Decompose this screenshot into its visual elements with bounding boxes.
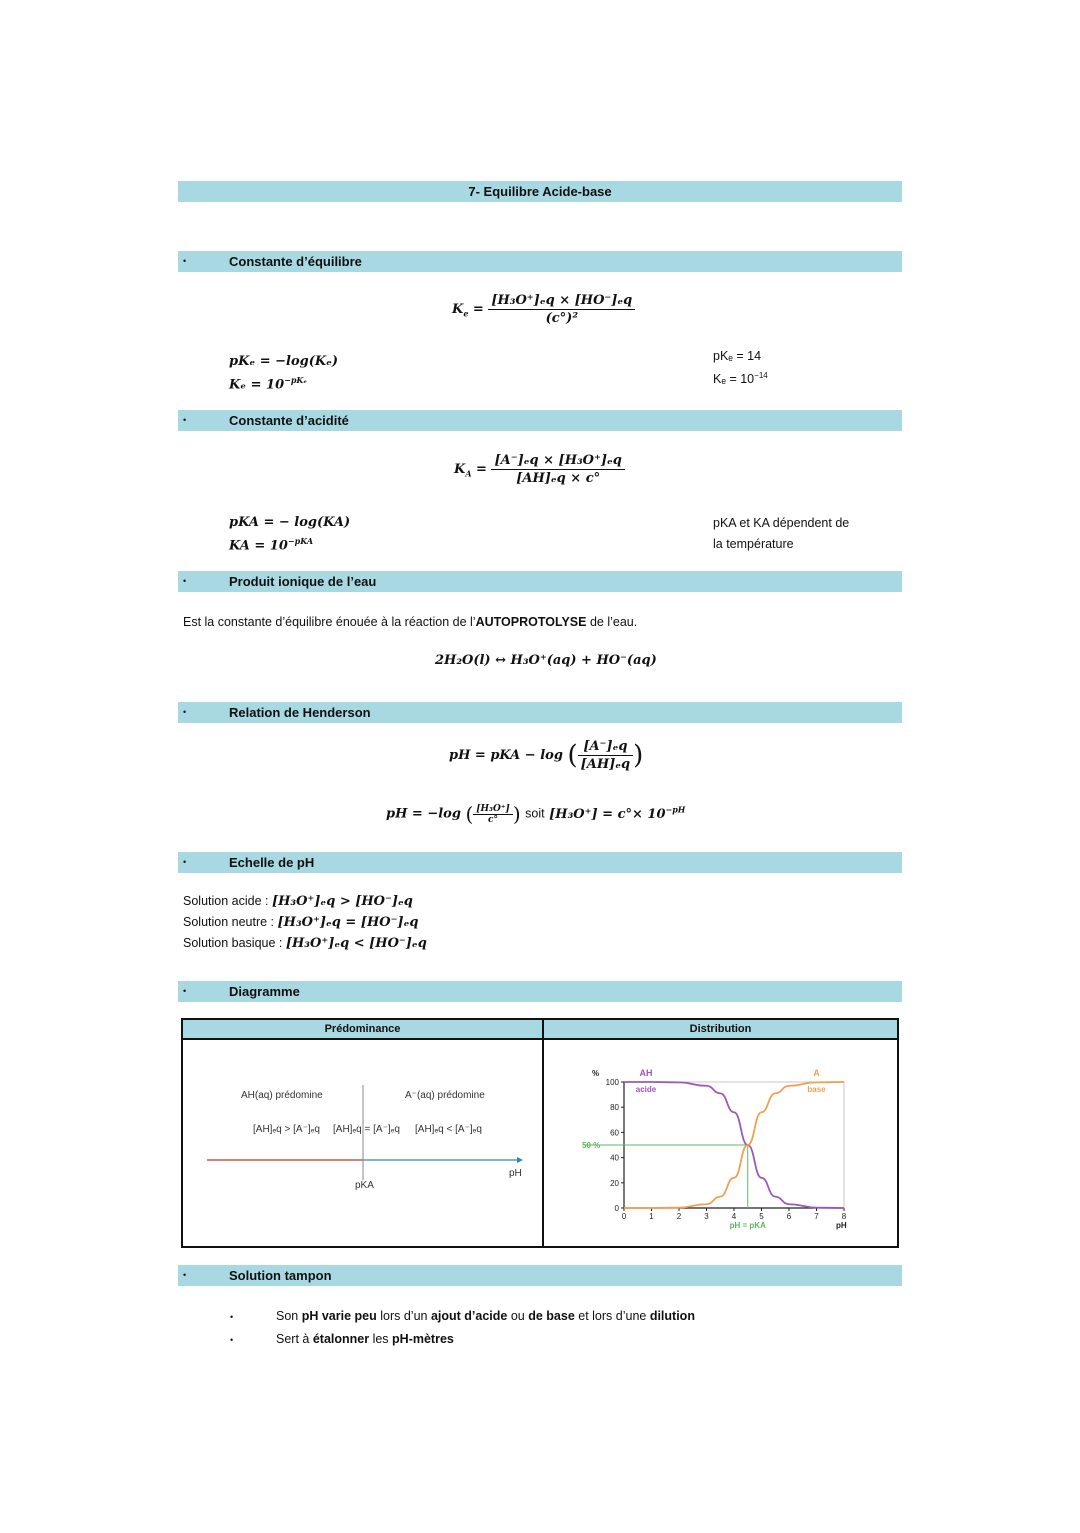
ph-eq-denominator: c° xyxy=(488,814,499,825)
x-axis-label: pH xyxy=(836,1221,847,1230)
predominance-axis xyxy=(183,1020,542,1246)
predominance-header: Prédominance xyxy=(183,1020,542,1040)
x-tick-label: 6 xyxy=(786,1212,792,1221)
ph-eq-rhs: $[H_3O^+] = c^\circ\times 10^{-pH}$ xyxy=(549,804,686,822)
x-tick-label: 8 xyxy=(841,1212,847,1221)
x-tick-label: 1 xyxy=(649,1212,654,1221)
pke-line2: $K_e = 10^{-pK_e}$ xyxy=(229,375,307,393)
x-tick-label: 7 xyxy=(814,1212,819,1221)
ka-formula xyxy=(454,452,625,487)
ph-eq-lhs: pH = −log xyxy=(386,806,461,822)
pred-left-label: AH(aq) prédomine xyxy=(241,1090,323,1101)
x-tick-label: 3 xyxy=(704,1212,709,1221)
section-label-tampon: Solution tampon xyxy=(229,1268,332,1283)
henderson-numerator: [A⁻]ₑq xyxy=(578,738,634,756)
ph-eq-numerator: [H₃O⁺] xyxy=(473,804,513,815)
x-tick-label: 4 xyxy=(731,1212,737,1221)
pka-note-line1: pKA et KA dépendent de xyxy=(713,516,850,530)
section-label-diagramme: Diagramme xyxy=(229,984,300,999)
x-tick-label: 2 xyxy=(676,1212,682,1221)
distribution-header: Distribution xyxy=(544,1020,897,1040)
pke-block xyxy=(229,352,338,394)
list-bullet: • xyxy=(230,1312,234,1322)
henderson-lhs: pH = pKA − log xyxy=(449,748,563,763)
pred-right-label: A⁻(aq) prédomine xyxy=(405,1090,485,1101)
distribution-chart xyxy=(544,1040,897,1246)
ph-equation: pH = −log ( $\frac{\text{[H₃O⁺]}}{c^\circ}$ ) soit $[H_3O^+] = c^\circ\times 10^{-pH}$ xyxy=(386,802,686,826)
pred-axis-label: pH xyxy=(509,1168,522,1179)
tampon-list xyxy=(230,1305,695,1351)
ph-scale-list xyxy=(183,891,427,954)
y-tick-label: 0 xyxy=(614,1204,619,1213)
pka-note-line2: la température xyxy=(713,537,794,551)
ph-neutre-line: Solution neutre : [H₃O⁺]ₑq = [HO⁻]ₑq xyxy=(183,915,419,930)
pke-values xyxy=(713,347,768,389)
y-tick-label: 20 xyxy=(610,1178,619,1188)
section-label-acidite: Constante d’acidité xyxy=(229,413,349,428)
series-sublabel-a: base xyxy=(807,1085,826,1094)
series-label-ah: AH xyxy=(639,1068,653,1078)
list-bullet: • xyxy=(230,1335,234,1345)
y-tick-label: 100 xyxy=(605,1078,619,1087)
bullet: • xyxy=(183,256,187,266)
pka-line2: KA = $10^{-pKA}$ xyxy=(229,536,314,554)
ke-numerator: [H₃O⁺]ₑq × [HO⁻]ₑq xyxy=(488,292,635,310)
bullet: • xyxy=(183,857,187,867)
section-label-produit: Produit ionique de l’eau xyxy=(229,574,377,589)
henderson-denominator: [AH]ₑq xyxy=(580,757,631,772)
series-label-a: A xyxy=(813,1068,820,1078)
autoprotolyse-reaction: 2H₂O(l) ↔ H₃O⁺(aq) + HO⁻(aq) xyxy=(435,653,657,668)
section-label-equilibre: Constante d’équilibre xyxy=(229,254,362,269)
section-label-echelle: Echelle de pH xyxy=(229,855,315,870)
ke-denominator: (c°)² xyxy=(545,311,579,326)
ka-denominator: [AH]ₑq × c° xyxy=(516,471,601,486)
y-axis-label: % xyxy=(592,1069,600,1078)
pred-pka-label: pKA xyxy=(355,1180,374,1191)
x-tick-label: 5 xyxy=(759,1212,764,1221)
predominance-panel xyxy=(181,1018,544,1248)
section-label-henderson: Relation de Henderson xyxy=(229,705,371,720)
tampon-item-2: • Sert à étalonner les pH-mètres xyxy=(230,1328,695,1351)
ke-formula xyxy=(452,292,635,327)
page-title: 7- Equilibre Acide-base xyxy=(468,184,612,199)
y-tick-label: 40 xyxy=(610,1153,619,1163)
pred-left-relation: [AH]ₑq > [A⁻]ₑq xyxy=(253,1124,320,1135)
pka-annotation: pH = pKA xyxy=(729,1221,766,1230)
ph-basique-line: Solution basique : [H₃O⁺]ₑq < [HO⁻]ₑq xyxy=(183,936,427,951)
produit-text xyxy=(183,615,637,629)
ka-lhs: $K_A$ = xyxy=(454,462,487,479)
tampon-item-1: • Son pH varie peu lors d’un ajout d’acide ou de base et lors d’une dilution xyxy=(230,1305,695,1328)
produit-text-part: de l’eau. xyxy=(586,615,638,629)
ph-eq-soit: soit xyxy=(525,806,545,821)
pred-mid-relation: [AH]ₑq = [A⁻]ₑq xyxy=(333,1124,400,1135)
ke-lhs: $K_e$ = xyxy=(452,302,484,319)
half-annotation: 50 % xyxy=(582,1141,601,1150)
pka-line1: pKA = − log(KA) xyxy=(229,515,351,530)
pred-right-relation: [AH]ₑq < [A⁻]ₑq xyxy=(415,1124,482,1135)
ke-fraction xyxy=(488,292,635,327)
bullet: • xyxy=(183,1270,187,1280)
henderson-equation: pH = pKA − log ( $\frac{\text{[A⁻]ₑq}}{\text{[AH]ₑq}}$ ) xyxy=(449,739,644,772)
pke-line1: pKₑ = −log(Kₑ) xyxy=(229,354,339,369)
series-sublabel-ah: acide xyxy=(635,1085,657,1094)
produit-keyword: AUTOPROTOLYSE xyxy=(475,615,587,629)
ka-numerator: [A⁻]ₑq × [H₃O⁺]ₑq xyxy=(491,452,624,470)
axis-arrow-head xyxy=(517,1157,523,1163)
ka-fraction xyxy=(491,452,624,487)
bullet: • xyxy=(183,576,187,586)
bullet: • xyxy=(183,986,187,996)
ph-acide-line: Solution acide : [H₃O⁺]ₑq > [HO⁻]ₑq xyxy=(183,894,413,909)
henderson-fraction xyxy=(578,738,634,773)
produit-text-part: Est la constante d’équilibre énouée à la réaction de l’ xyxy=(183,615,476,629)
y-tick-label: 60 xyxy=(610,1128,619,1138)
bullet: • xyxy=(183,415,187,425)
pka-note xyxy=(713,513,849,555)
x-tick-label: 0 xyxy=(621,1212,627,1221)
pka-block xyxy=(229,513,350,555)
y-tick-label: 80 xyxy=(610,1103,619,1113)
bullet: • xyxy=(183,707,187,717)
distribution-panel xyxy=(542,1018,899,1248)
page-title-bar xyxy=(178,181,902,202)
pke-value-line1: pKₑ = 14 xyxy=(713,349,762,363)
pke-value-line2: $K_e = 10^{-14}$ xyxy=(713,371,768,387)
ph-eq-fraction xyxy=(473,804,513,825)
